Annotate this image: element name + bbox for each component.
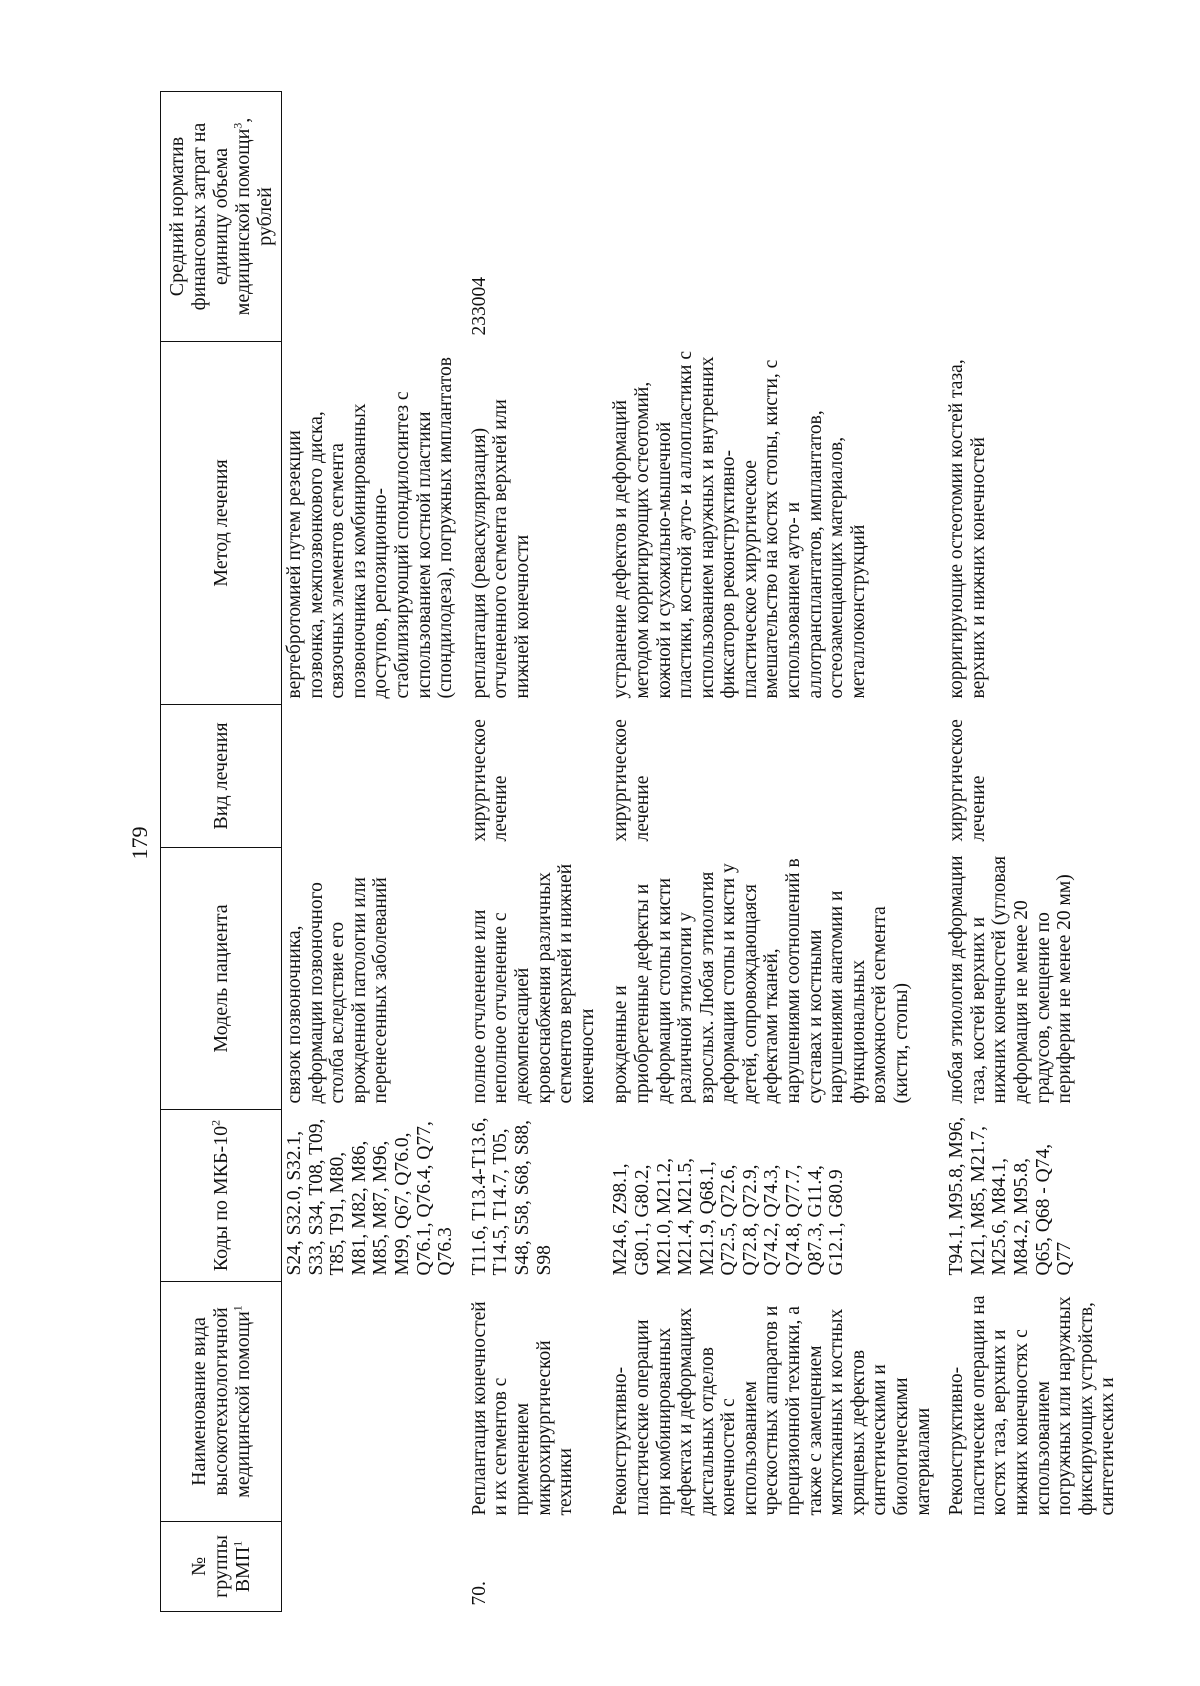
- cell-vmp-name: [282, 1282, 467, 1522]
- header-average-cost: Средний норматив финансовых затрат на единицу объема медицинской помощи$^3$, рублей: [161, 92, 282, 342]
- table-row: [944, 92, 1129, 1612]
- header-treatment-method: Метод лечения: [161, 342, 282, 705]
- cell-average-cost: [608, 92, 944, 342]
- cell-icd-codes: T94.1, M95.8, M96, M21, M85, M21.7, M25.6, M84.1, M84.2, M95.8, Q65, Q68 - Q74, Q77: [946, 1116, 1076, 1276]
- cell-vmp-name: Реплантация конечностей и их сегментов с применением микрохирургической техники: [468, 1301, 577, 1516]
- header-vmp-name: Наименование вида высокотехнологичной медицинской помощи$^1$: [161, 1282, 282, 1522]
- cell-treatment-method: вертебротомией путем резекции позвонка, межпозвонкового диска, связочных элементов сегмента позвоночника из комбинированных доступов, репозиционно-стабилизирующий спондилосинтез с использованием костной пластики (спондилодеза), погружных имплантатов: [284, 357, 457, 699]
- cell-patient-model: полное отчленение или неполное отчленение с декомпенсацией кровоснабжения различных сегментов верхней и нижней конечности: [468, 863, 598, 1104]
- cell-treatment-method: реплантация (реваскуляризация) отчлененного сегмента верхней или нижней конечности: [468, 399, 533, 699]
- cell-treatment-method: устранение дефектов и деформаций методом корригирующих остеотомий, кожной и сухожильно-мышечной пластики, костной ауто- и аллопластики с использованием наружных и внутренних фиксаторов реконструктивно-пластическое хирургическое вмешательство на костях стопы, кисти, с использованием ауто- и аллотрансплантатов, имплантатов, остеозамещающих материалов, металлоконструкций: [610, 350, 869, 699]
- cell-group-number: [608, 1522, 944, 1612]
- cell-patient-model: врожденные и приобретенные дефекты и деформации стопы и кисти различной этиологии у взрослых. Любая этиология деформации стопы и кисти у детей, сопровождающаяся дефектами тканей, нарушениями соотношений в суставах и костными нарушениями анатомии и функциональных возможностей сегмента (кисти, стопы): [610, 858, 913, 1104]
- cell-treatment-method: корригирующие остеотомии костей таза, верхних и нижних конечностей: [946, 359, 989, 699]
- cell-treatment-type: хирургическое лечение: [946, 719, 989, 842]
- page-number: 179: [127, 826, 152, 860]
- cell-treatment-type: хирургическое лечение: [468, 719, 512, 842]
- header-treatment-type: Вид лечения: [161, 705, 282, 848]
- cell-vmp-name: Реконструктивно-пластические операции на костях таза, верхних и нижних конечностях с использованием погружных или наружных фиксирующих устройств, синтетических и: [946, 1295, 1119, 1516]
- header-icd-codes: Коды по МКБ-$10^2$: [161, 1110, 282, 1282]
- table-header-row: [161, 92, 282, 1612]
- table-row: [467, 92, 609, 1612]
- cell-average-cost: 233004: [468, 277, 490, 336]
- cell-vmp-name: Реконструктивно-пластические операции при комбинированных дефектах и деформациях дистальных отделов конечностей с использованием чрескостных аппаратов и прецизионной техники, а также с замещением мягкотканных и костных хрящевых дефектов синтетическими и биологическими материалами: [610, 1305, 934, 1516]
- cell-icd-codes: S24, S32.0, S32.1, S33, S34, T08, T09, T85, T91, M80, M81, M82, M86, M85, M87, M96, M99, Q67, Q76.0, Q76.1, Q76.4, Q77, Q76.3: [284, 1118, 457, 1276]
- table-row: [282, 92, 467, 1612]
- table-row: [608, 92, 944, 1612]
- cell-group-number: [282, 1522, 467, 1612]
- cell-treatment-type: хирургическое лечение: [610, 719, 653, 842]
- cell-group-number: [944, 1522, 1129, 1612]
- cell-patient-model: связок позвоночника, деформации позвоночного столба вследствие его врожденной патологии или перенесенных заболеваний: [284, 877, 392, 1104]
- cell-average-cost: [282, 92, 467, 342]
- cell-group-number: 70.: [468, 1581, 490, 1606]
- header-patient-model: Модель пациента: [161, 848, 282, 1110]
- cell-average-cost: [944, 92, 1129, 342]
- cell-icd-codes: M24.6, Z98.1, G80.1, G80.2, M21.0, M21.2, M21.4, M21.5, M21.9, Q68.1, Q72.5, Q72.6, Q72.8, Q72.9, Q74.2, Q74.3, Q74.8, Q77.7, Q87.3, G11.4, G12.1, G80.9: [610, 1157, 848, 1276]
- cell-icd-codes: T11.6, T13.4-T13.6, T14.5, T14.7, T05, S48, S58, S68, S88, S98: [468, 1117, 555, 1276]
- cell-treatment-type: [282, 705, 467, 848]
- rotated-page: [160, 92, 1119, 1612]
- header-group-number: № группы ВМП$^1$: [161, 1522, 282, 1612]
- cell-patient-model: любая этиология деформации таза, костей верхних и нижних конечностей (угловая деформация не менее 20 градусов, смещение по периферии не менее 20 мм): [946, 855, 1076, 1104]
- vmp-table: [160, 91, 1129, 1612]
